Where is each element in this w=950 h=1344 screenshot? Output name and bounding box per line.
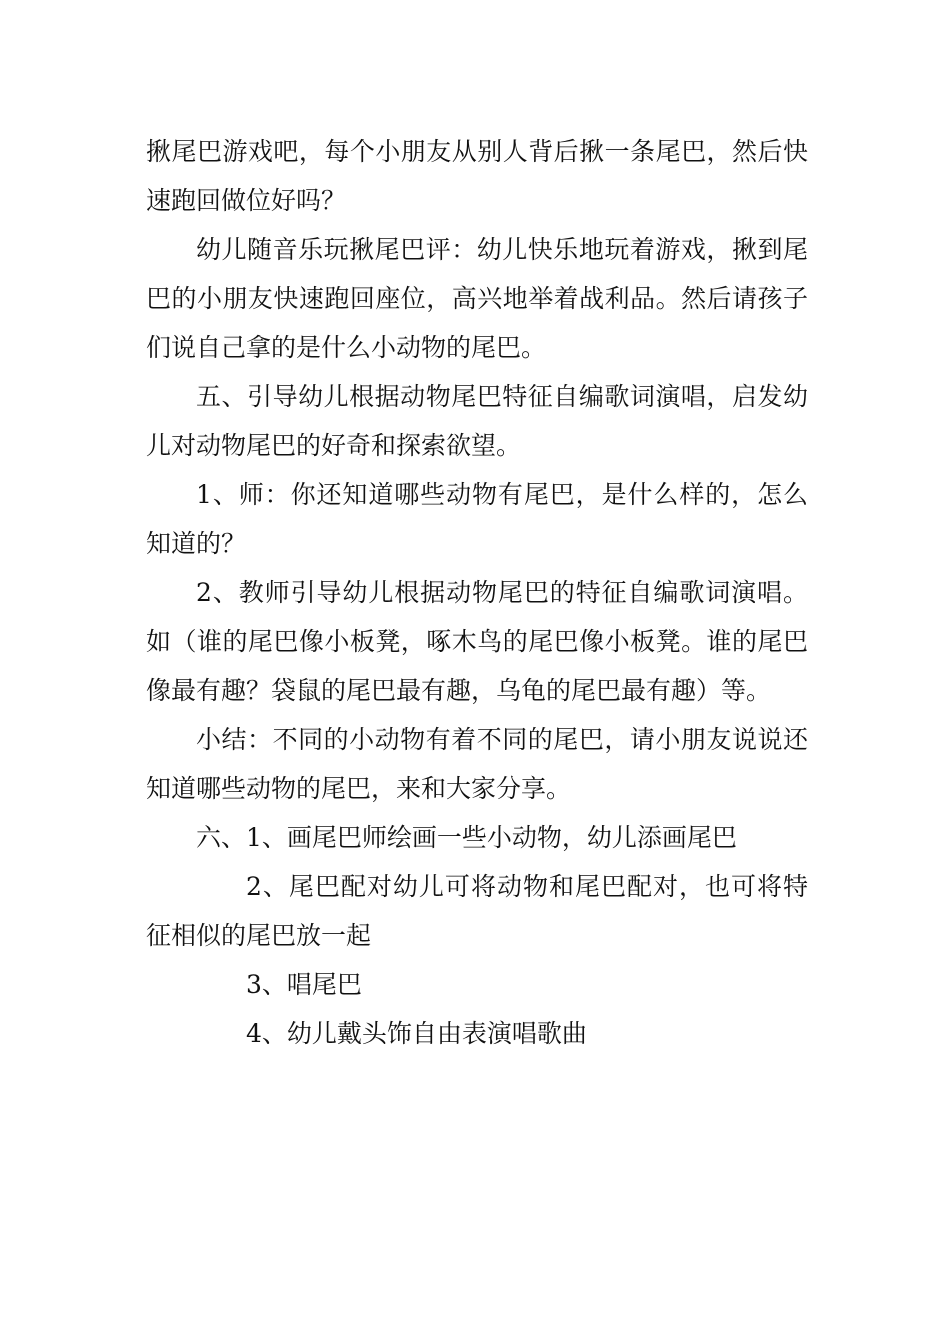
paragraph-6: 小结：不同的小动物有着不同的尾巴，请小朋友说说还知道哪些动物的尾巴，来和大家分享。 <box>146 725 808 803</box>
paragraph-3: 五、引导幼儿根据动物尾巴特征自编歌词演唱，启发幼儿对动物尾巴的好奇和探索欲望。 <box>146 382 808 460</box>
paragraph-4: 1、师：你还知道哪些动物有尾巴，是什么样的，怎么知道的？ <box>146 480 808 558</box>
paragraph-10: 4、幼儿戴头饰自由表演唱歌曲 <box>246 1019 587 1048</box>
paragraph-9: 3、唱尾巴 <box>246 970 362 999</box>
paragraph-2: 幼儿随音乐玩揪尾巴评：幼儿快乐地玩着游戏，揪到尾巴的小朋友快速跑回座位，高兴地举着战利品。然后请孩子们说自己拿的是什么小动物的尾巴。 <box>146 235 808 362</box>
paragraph-7: 六、1、画尾巴师绘画一些小动物，幼儿添画尾巴 <box>196 823 737 852</box>
paragraph-5: 2、教师引导幼儿根据动物尾巴的特征自编歌词演唱。如（谁的尾巴像小板凳，啄木鸟的尾巴像小板凳。谁的尾巴像最有趣？袋鼠的尾巴最有趣，乌龟的尾巴最有趣）等。 <box>146 578 808 705</box>
paragraph-1: 揪尾巴游戏吧，每个小朋友从别人背后揪一条尾巴，然后快速跑回做位好吗？ <box>146 137 808 215</box>
paragraph-8: 2、尾巴配对幼儿可将动物和尾巴配对，也可将特征相似的尾巴放一起 <box>146 872 808 950</box>
document-body <box>146 127 808 1058</box>
